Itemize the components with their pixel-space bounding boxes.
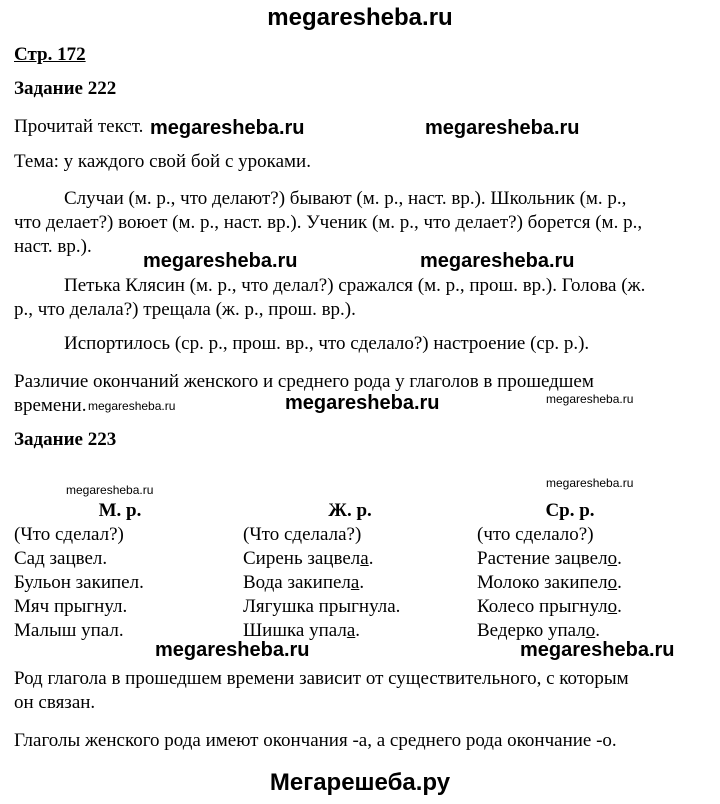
conclusion-line: Различие окончаний женского и среднего рода у глаголов в прошедшем	[14, 371, 594, 392]
site-header: megaresheba.ru	[267, 4, 453, 31]
conclusion-line: времени.	[14, 395, 87, 416]
watermark: megaresheba.ru	[546, 392, 634, 406]
watermark: megaresheba.ru	[66, 483, 154, 497]
column-question: (Что сделал?)	[14, 524, 124, 545]
watermark: megaresheba.ru	[285, 392, 440, 414]
paragraph-line: р., что делала?) трещала (ж. р., прош. вр.).	[14, 299, 356, 320]
verb-row: Ведерко упало.	[477, 620, 600, 641]
task-222-instruction: Прочитай текст.	[14, 116, 144, 137]
watermark: megaresheba.ru	[420, 250, 575, 272]
site-footer: Мегарешеба.ру	[269, 769, 451, 796]
verb-row: Малыш упал.	[14, 620, 124, 641]
column-header-masculine: М. р.	[98, 500, 142, 521]
watermark: megaresheba.ru	[88, 399, 176, 413]
watermark: megaresheba.ru	[425, 117, 580, 139]
verb-row: Колесо прыгнуло.	[477, 596, 622, 617]
watermark: megaresheba.ru	[546, 476, 634, 490]
column-header-neuter: Ср. р.	[545, 500, 595, 521]
conclusion-line: Род глагола в прошедшем времени зависит от существительного, с которым	[14, 668, 629, 689]
verb-ending: о	[607, 548, 618, 569]
verb-row: Молоко закипело.	[477, 572, 622, 593]
conclusion-line: Глаголы женского рода имеют окончания -а, а среднего рода окончание -о.	[14, 730, 617, 751]
verb-row: Шишка упала.	[243, 620, 361, 641]
paragraph-line: что делает?) воюет (м. р., наст. вр.). Ученик (м. р., что делает?) борется (м. р.,	[14, 212, 643, 233]
watermark: megaresheba.ru	[520, 639, 675, 661]
watermark: megaresheba.ru	[143, 250, 298, 272]
verb-row: Вода закипела.	[243, 572, 365, 593]
verb-row: Лягушка прыгнула.	[243, 596, 401, 617]
paragraph-line: Случаи (м. р., что делают?) бывают (м. р., наст. вр.). Школьник (м. р.,	[64, 188, 627, 209]
verb-row: Сад зацвел.	[14, 548, 108, 569]
paragraph-line: наст. вр.).	[14, 236, 92, 257]
conclusion-line: он связан.	[14, 692, 96, 713]
page-label: Стр. 172	[14, 44, 86, 65]
verb-row: Бульон закипел.	[14, 572, 144, 593]
watermark: megaresheba.ru	[150, 117, 305, 139]
watermark: megaresheba.ru	[155, 639, 310, 661]
task-223-title: Задание 223	[14, 429, 117, 450]
column-question: (Что сделала?)	[243, 524, 362, 545]
column-header-feminine: Ж. р.	[328, 500, 372, 521]
paragraph-line: Петька Клясин (м. р., что делал?) сражался (м. р., прош. вр.). Голова (ж.	[64, 275, 646, 296]
verb-ending: о	[607, 596, 618, 617]
verb-ending: о	[607, 572, 618, 593]
column-question: (что сделало?)	[477, 524, 594, 545]
paragraph-line: Испортилось (ср. р., прош. вр., что сделало?) настроение (ср. р.).	[64, 333, 590, 354]
verb-ending: а	[346, 620, 356, 641]
task-222-theme: Тема: у каждого свой бой с уроками.	[14, 151, 311, 172]
verb-row: Растение зацвело.	[477, 548, 622, 569]
task-222-title: Задание 222	[14, 78, 117, 99]
verb-row: Сирень зацвела.	[243, 548, 374, 569]
verb-ending: о	[585, 620, 596, 641]
verb-ending: а	[350, 572, 360, 593]
verb-row: Мяч прыгнул.	[14, 596, 128, 617]
verb-ending: а	[360, 548, 369, 569]
